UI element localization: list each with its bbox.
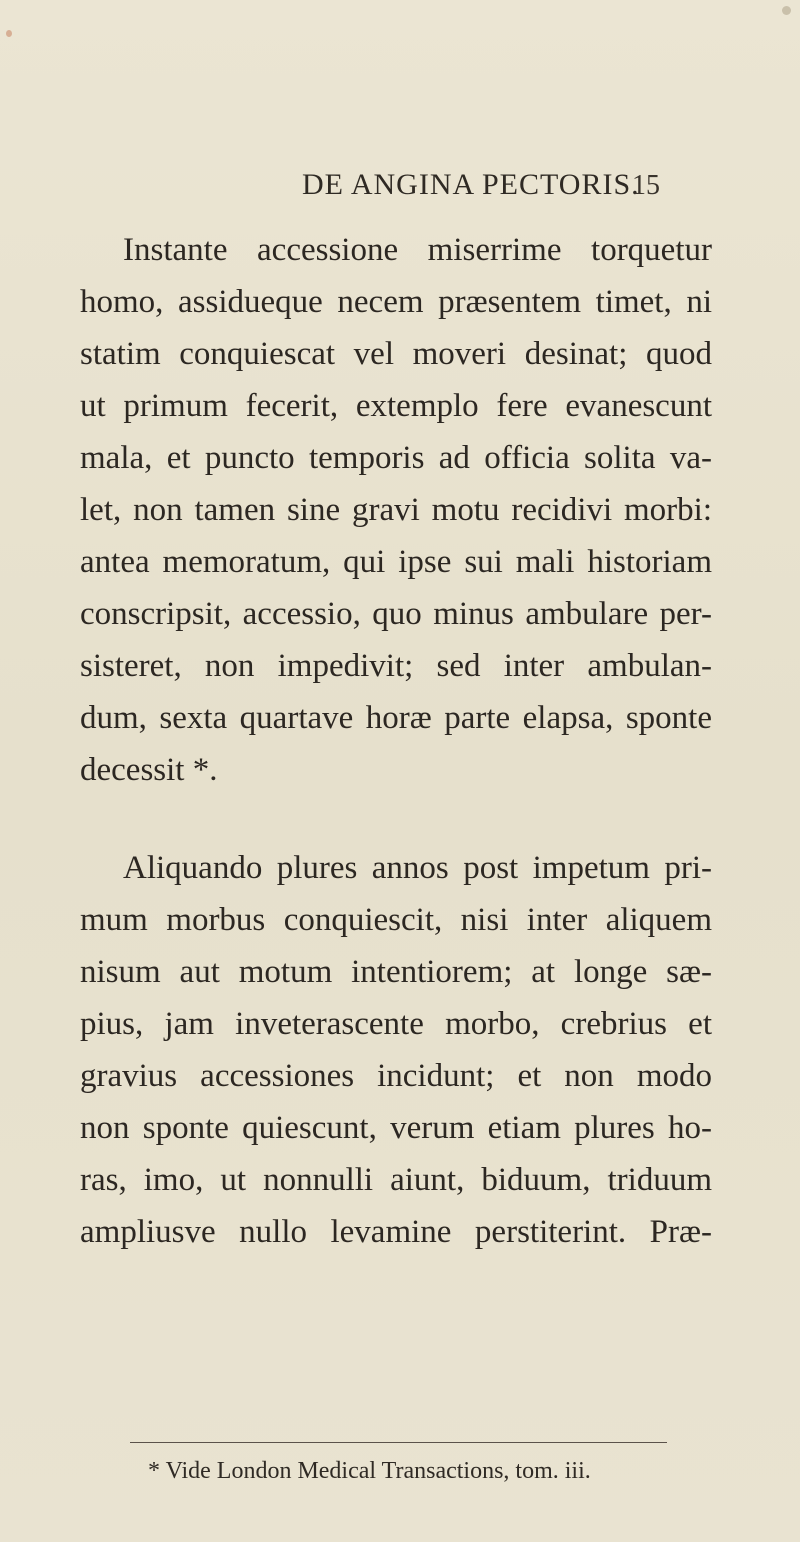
text-line: Instante accessione miserrime torquetur bbox=[123, 232, 712, 268]
footnote: * Vide London Medical Transactions, tom. iii. bbox=[148, 1458, 591, 1484]
page-header bbox=[0, 168, 800, 208]
paper-speck bbox=[6, 30, 12, 37]
text-line: gravius accessiones incidunt; et non modo bbox=[80, 1058, 712, 1094]
text-line: statim conquiescat vel moveri desinat; quod bbox=[80, 336, 712, 372]
text-line: homo, assidueque necem præsentem timet, ni bbox=[80, 284, 712, 320]
text-line: dum, sexta quartave horæ parte elapsa, sponte bbox=[80, 700, 712, 736]
text-line: antea memoratum, qui ipse sui mali historiam bbox=[80, 544, 712, 580]
page-number: 15 bbox=[632, 170, 660, 201]
text-line: let, non tamen sine gravi motu recidivi morbi: bbox=[80, 492, 712, 528]
text-line: ampliusve nullo levamine perstiterint. Præ- bbox=[80, 1214, 712, 1250]
text-line: mala, et puncto temporis ad officia solita va- bbox=[80, 440, 712, 476]
text-line: conscripsit, accessio, quo minus ambulare per- bbox=[80, 596, 712, 632]
text-line: sisteret, non impedivit; sed inter ambulan- bbox=[80, 648, 712, 684]
text-line: nisum aut motum intentiorem; at longe sæ- bbox=[80, 954, 712, 990]
text-line: decessit *. bbox=[80, 752, 218, 788]
text-line: ut primum fecerit, extemplo fere evanescunt bbox=[80, 388, 712, 424]
footnote-rule bbox=[130, 1442, 667, 1443]
text-line: Aliquando plures annos post impetum pri- bbox=[123, 850, 712, 886]
running-head: DE ANGINA PECTORIS. bbox=[302, 168, 640, 201]
text-line: ras, imo, ut nonnulli aiunt, biduum, triduum bbox=[80, 1162, 712, 1198]
text-line: mum morbus conquiescit, nisi inter aliquem bbox=[80, 902, 712, 938]
text-line: pius, jam inveterascente morbo, crebrius et bbox=[80, 1006, 712, 1042]
text-line: non sponte quiescunt, verum etiam plures ho- bbox=[80, 1110, 712, 1146]
paper-speck bbox=[782, 6, 791, 15]
